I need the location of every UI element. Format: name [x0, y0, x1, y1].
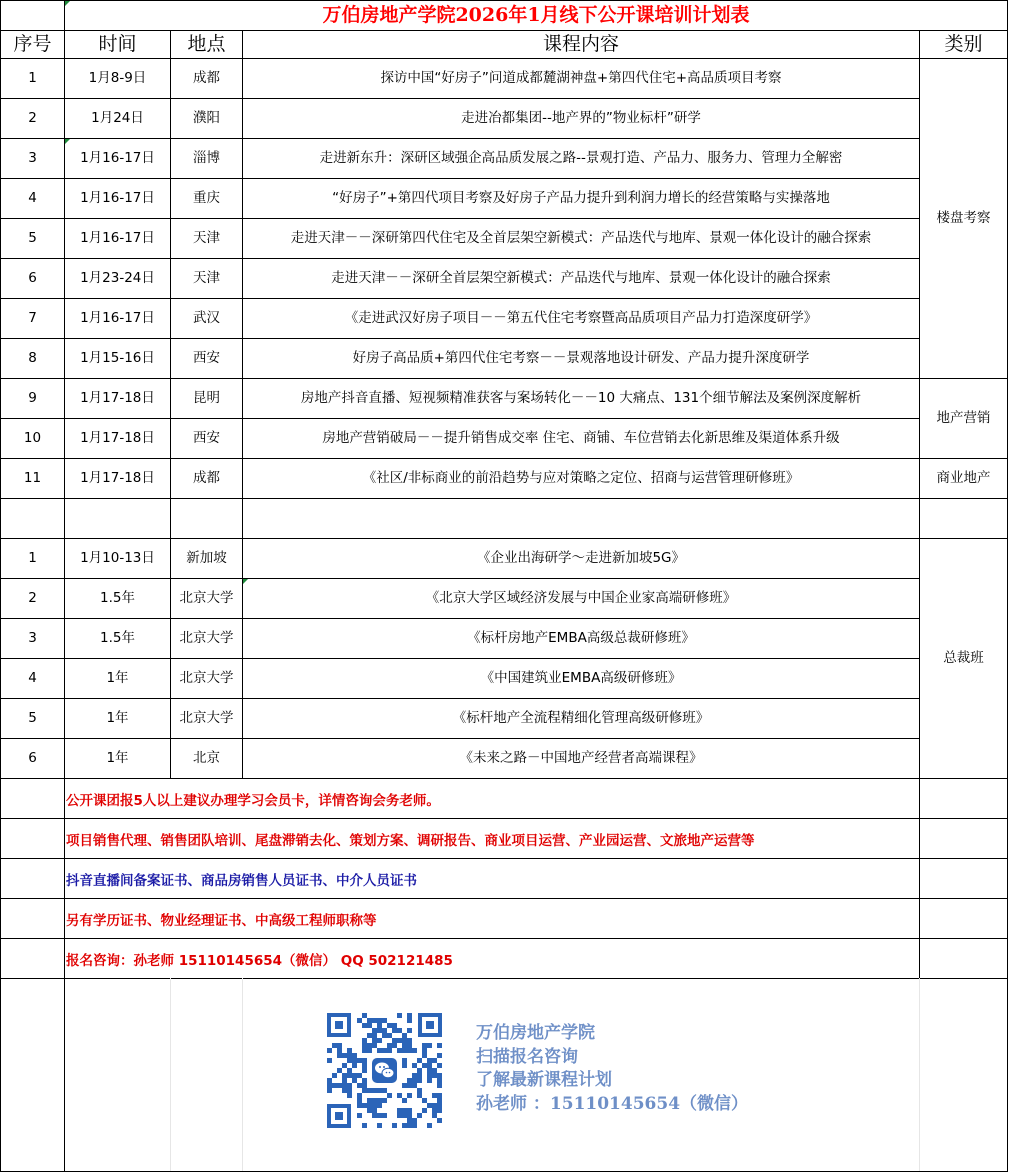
- row-content: 《未来之路－中国地产经营者高端课程》: [459, 750, 703, 767]
- row-content: 《中国建筑业EMBA高级研修班》: [480, 670, 682, 687]
- row-number: 4: [28, 670, 37, 687]
- row-time: 1月17-18日: [80, 470, 155, 487]
- promo-learn: 了解最新课程计划: [476, 1070, 612, 1090]
- row-content: 走进天津－－深研第四代住宅及全首层架空新模式：产品迭代与地库、景观一体化设计的融合探索: [290, 230, 872, 247]
- header-no: 序号: [13, 32, 52, 55]
- row-content: 《标杆房地产EMBA高级总裁研修班》: [467, 630, 695, 647]
- row-place: 北京大学: [179, 670, 234, 687]
- row-place: 成都: [193, 470, 220, 487]
- row-place: 北京: [193, 750, 220, 767]
- row-place: 西安: [193, 350, 220, 367]
- promo-scan: 扫描报名咨询: [476, 1046, 578, 1067]
- row-number: 3: [28, 630, 37, 647]
- row-content: 房地产营销破局－－提升销售成交率 住宅、商铺、车位营销去化新思维及渠道体系升级: [322, 430, 840, 447]
- row-time: 1月16-17日: [80, 230, 155, 247]
- promo-block: [476, 1022, 748, 1116]
- row-content: 好房子高品质+第四代住宅考察－－景观落地设计研发、产品力提升深度研学: [352, 350, 810, 367]
- row-number: 3: [28, 150, 37, 167]
- row-time: 1年: [106, 710, 129, 727]
- category-marketing: 地产营销: [936, 410, 991, 427]
- row-content: “好房子”+第四代项目考察及好房子产品力提升到利润力增长的经营策略与实操落地: [332, 190, 830, 207]
- row-content: 《标杆地产全流程精细化管理高级研修班》: [452, 710, 710, 727]
- row-number: 5: [28, 710, 37, 727]
- row-place: 昆明: [193, 390, 220, 407]
- row-number: 2: [28, 590, 37, 607]
- row-number: 10: [23, 430, 42, 447]
- category-commercial: 商业地产: [936, 470, 991, 487]
- row-place: 天津: [193, 270, 220, 287]
- row-place: 成都: [193, 70, 220, 87]
- row-place: 西安: [193, 430, 220, 447]
- row-time: 1月16-17日: [80, 150, 155, 167]
- row-number: 1: [28, 550, 37, 567]
- row-time: 1月17-18日: [80, 390, 155, 407]
- row-place: 北京大学: [179, 630, 234, 647]
- row-place: 北京大学: [179, 710, 234, 727]
- note-certificates: 抖音直播间备案证书、商品房销售人员证书、中介人员证书: [66, 872, 417, 889]
- header-place: 地点: [187, 32, 226, 55]
- row-time: 1月24日: [91, 110, 144, 127]
- row-time: 1月8-9日: [88, 70, 147, 87]
- row-time: 1月17-18日: [80, 430, 155, 447]
- row-content: 《走进武汉好房子项目－－第五代住宅考察暨高品质项目产品力打造深度研学》: [344, 310, 818, 327]
- row-number: 4: [28, 190, 37, 207]
- row-number: 6: [28, 270, 37, 287]
- qr-code-icon[interactable]: [327, 1013, 442, 1128]
- row-time: 1月10-13日: [80, 550, 155, 567]
- promo-contact[interactable]: 孙老师 ：15110145654（微信）: [476, 1093, 749, 1114]
- row-content: 《社区/非标商业的前沿趋势与应对策略之定位、招商与运营管理研修班》: [362, 470, 800, 487]
- row-content: 房地产抖音直播、短视频精准获客与案场转化－－10 大痛点、131个细节解法及案例深度解析: [300, 390, 862, 407]
- row-place: 武汉: [193, 310, 220, 327]
- row-place: 新加坡: [186, 550, 227, 567]
- header-content: 课程内容: [542, 32, 619, 55]
- grid-line: [0, 1171, 1008, 1172]
- row-content: 走进新东升：深研区域强企高品质发展之路--景观打造、产品力、服务力、管理力全解密: [319, 150, 843, 167]
- row-place: 天津: [193, 230, 220, 247]
- row-content: 走进冶都集团--地产界的”物业标杆”研学: [461, 110, 701, 127]
- category-property-tour: 楼盘考察: [936, 210, 991, 227]
- row-content: 《北京大学区域经济发展与中国企业家高端研修班》: [425, 590, 737, 607]
- grid-line-faint: [919, 978, 920, 1171]
- note-extra-certificates: 另有学历证书、物业经理证书、中高级工程师职称等: [66, 912, 377, 929]
- row-number: 7: [28, 310, 37, 327]
- header-category: 类别: [944, 32, 983, 55]
- row-time: 1年: [106, 670, 129, 687]
- row-content: 探访中国“好房子”问道成都麓湖神盘+第四代住宅+高品质项目考察: [380, 70, 782, 87]
- row-time: 1月15-16日: [80, 350, 155, 367]
- row-time: 1月16-17日: [80, 310, 155, 327]
- row-place: 濮阳: [193, 110, 220, 127]
- row-number: 5: [28, 230, 37, 247]
- row-time: 1月23-24日: [80, 270, 155, 287]
- row-number: 2: [28, 110, 37, 127]
- row-place: 重庆: [193, 190, 220, 207]
- note-contact[interactable]: 报名咨询：孙老师 15110145654（微信） QQ 502121485: [66, 952, 453, 969]
- row-number: 9: [28, 390, 37, 407]
- category-executive: 总裁班: [943, 650, 984, 667]
- row-time: 1.5年: [100, 630, 135, 647]
- note-services: 项目销售代理、销售团队培训、尾盘滞销去化、策划方案、调研报告、商业项目运营、产业园运营、文旅地产运营等: [66, 832, 755, 849]
- note-group-discount: 公开课团报5人以上建议办理学习会员卡，详情咨询会务老师。: [66, 792, 440, 809]
- row-time: 1月16-17日: [80, 190, 155, 207]
- row-place: 北京大学: [179, 590, 234, 607]
- promo-school: 万伯房地产学院: [476, 1023, 595, 1043]
- row-content: 《企业出海研学～走进新加坡5G》: [476, 550, 686, 567]
- grid-line-faint: [242, 978, 243, 1171]
- row-number: 8: [28, 350, 37, 367]
- row-time: 1年: [106, 750, 129, 767]
- page-title: 万伯房地产学院2026年1月线下公开课培训计划表: [322, 3, 750, 26]
- row-content: 走进天津－－深研全首层架空新模式：产品迭代与地库、景观一体化设计的融合探索: [331, 270, 831, 287]
- row-time: 1.5年: [100, 590, 135, 607]
- row-number: 1: [28, 70, 37, 87]
- grid-line-faint: [170, 978, 171, 1171]
- wechat-icon: [370, 1056, 399, 1085]
- row-place: 淄博: [193, 150, 220, 167]
- header-time: 时间: [98, 32, 137, 55]
- row-number: 11: [23, 470, 42, 487]
- row-number: 6: [28, 750, 37, 767]
